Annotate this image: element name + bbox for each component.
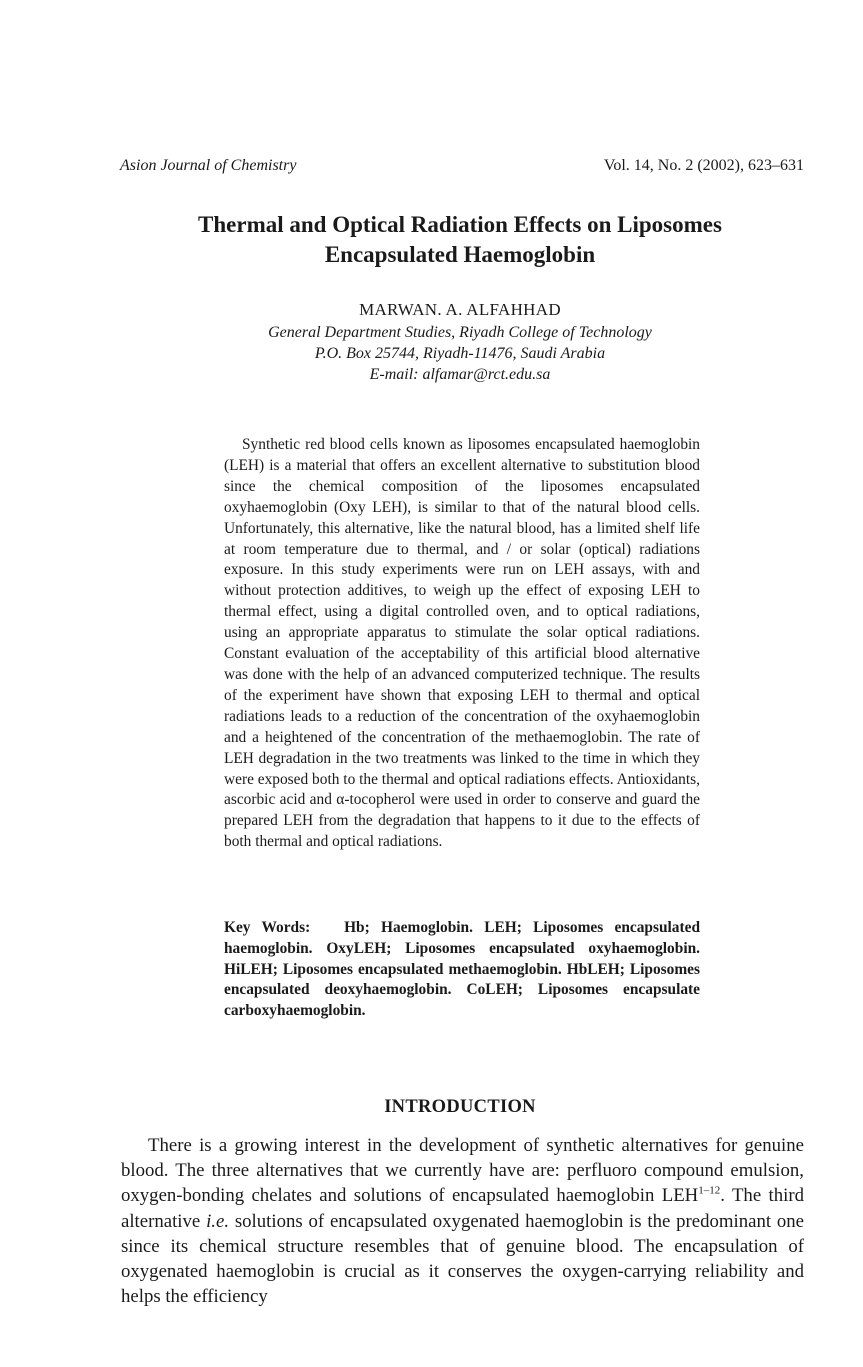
author-email: E-mail: alfamar@rct.edu.sa: [369, 366, 551, 383]
intro-text-part-2: . The third alternative: [121, 1185, 804, 1232]
paper-title: [100, 210, 820, 270]
author-affiliation: [100, 322, 820, 385]
keywords-block: [224, 918, 700, 1022]
introduction-paragraph: [121, 1133, 804, 1309]
title-line-1: Thermal and Optical Radiation Effects on Liposomes: [198, 212, 722, 237]
journal-name: Asion Journal of Chemistry: [120, 157, 297, 174]
title-line-2: Encapsulated Haemoglobin: [324, 242, 596, 267]
author-name: MARWAN. A. ALFAHHAD: [359, 300, 561, 319]
volume-info: Vol. 14, No. 2 (2002), 623–631: [603, 157, 804, 174]
intro-text-part-3: solutions of encapsulated oxygenated haemoglobin is the predominant one since its chemical structure resembles that of genuine blood. The encapsulation of oxygenated haemoglobin is crucial as it conserves the oxygen-carrying reliability and helps the efficiency: [121, 1210, 804, 1308]
intro-text-part-1: There is a growing interest in the development of synthetic alternatives for genuine blood. The three alternatives that we currently have are: perfluoro compound emulsion, oxygen-bonding chelates and solutions of encapsulated haemoglobin LEH: [121, 1135, 804, 1207]
citation-reference: 1–12: [698, 1185, 721, 1198]
abstract-text: Synthetic red blood cells known as liposomes encapsulated haemoglobin (LEH) is a material that offers an excellent alternative to substitution blood since the chemical composition of the liposomes encapsulated oxyhaemoglobin (Oxy LEH), is similar to that of the natural blood cells. Unfortunately, this alternative, like the natural blood, has a limited shelf life at room temperature due to thermal, and / or solar (optical) radiations exposure. In this study experiments were run on LEH assays, with and without protection additives, to weigh up the effect of exposing LEH to thermal effect, using a digital controlled oven, and to optical radiations, using an appropriate apparatus to stimulate the solar optical radiations. Constant evaluation of the acceptability of this artificial blood alternative was done with the help of an advanced computerized technique. The results of the experiment have shown that exposing LEH to thermal and optical radiations leads to a reduction of the concentration of the oxyhaemoglobin and a heightened of the concentration of the methaemoglobin. The rate of LEH degradation in the two treatments was linked to the time in which they were exposed both to the thermal and optical radiations effects. Antioxidants, ascorbic acid and α-tocopherol were used in order to conserve and guard the prepared LEH from the degradation that happens to it due to the effects of both thermal and optical radiations.: [224, 436, 700, 851]
section-heading-introduction: INTRODUCTION: [384, 1097, 536, 1117]
intro-ie: i.e.: [206, 1210, 230, 1232]
affiliation-line-1: General Department Studies, Riyadh College of Technology: [268, 324, 652, 341]
affiliation-line-2: P.O. Box 25744, Riyadh-11476, Saudi Arabia: [314, 345, 606, 362]
keywords-text: Hb; Haemoglobin. LEH; Liposomes encapsulated haemoglobin. OxyLEH; Liposomes encapsulated oxyhaemoglobin. HiLEH; Liposomes encapsulated methaemoglobin. HbLEH; Liposomes encapsulated deoxyhaemoglobin. CoLEH; Liposomes encapsulate carboxyhaemoglobin.: [224, 919, 701, 1020]
keywords-label: Key Words:: [224, 919, 311, 936]
running-header: [120, 157, 804, 175]
